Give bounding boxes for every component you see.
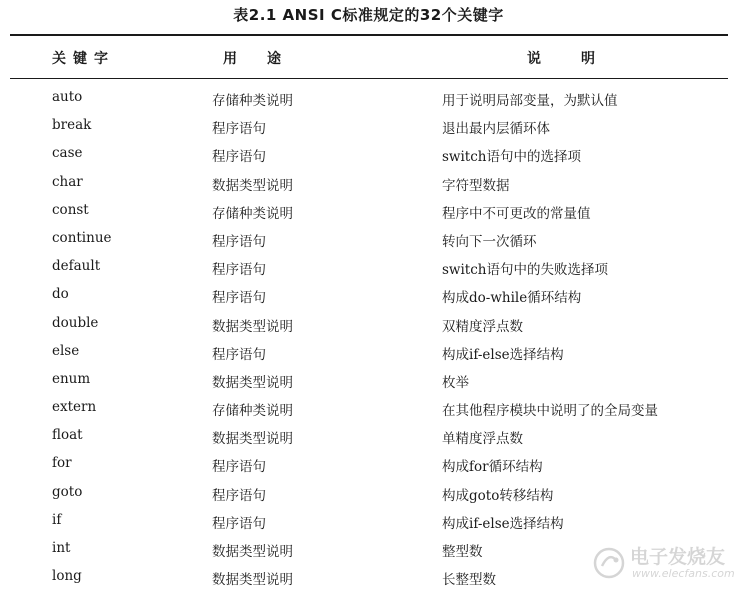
cell-keyword: extern bbox=[52, 399, 97, 416]
cell-keyword: continue bbox=[52, 229, 112, 246]
cell-keyword: default bbox=[52, 258, 101, 275]
cell-description: switch语句中的失败选择项 bbox=[442, 262, 608, 279]
cell-description: 构成do-while循环结构 bbox=[442, 290, 582, 307]
cell-usage: 数据类型说明 bbox=[212, 177, 293, 194]
header-description: 说明 bbox=[527, 51, 635, 67]
cell-usage: 程序语句 bbox=[212, 346, 266, 363]
cell-usage: 数据类型说明 bbox=[212, 431, 293, 448]
top-rule bbox=[10, 34, 728, 36]
table-row bbox=[0, 394, 737, 422]
table-title: 表2.1 ANSI C标准规定的32个关键字 bbox=[233, 6, 504, 24]
cell-usage: 数据类型说明 bbox=[212, 572, 293, 589]
cell-keyword: break bbox=[52, 117, 92, 134]
table-row bbox=[0, 310, 737, 338]
cell-usage: 数据类型说明 bbox=[212, 374, 293, 391]
cell-description: 单精度浮点数 bbox=[442, 431, 523, 448]
cell-description: 构成goto转移结构 bbox=[442, 487, 554, 504]
cell-description: 构成if-else选择结构 bbox=[442, 515, 564, 532]
table-row bbox=[0, 169, 737, 197]
cell-keyword: if bbox=[52, 511, 62, 528]
cell-keyword: auto bbox=[52, 89, 83, 105]
table-row bbox=[0, 450, 737, 478]
table-row bbox=[0, 507, 737, 535]
cell-description: 程序中不可更改的常量值 bbox=[442, 205, 591, 222]
cell-description: 转向下一次循环 bbox=[442, 233, 537, 250]
cell-keyword: double bbox=[52, 314, 99, 331]
watermark-text-cn: 电子发烧友 bbox=[630, 546, 726, 568]
table-row bbox=[0, 281, 737, 309]
cell-description: 枚举 bbox=[442, 374, 469, 391]
cell-description: 构成for循环结构 bbox=[442, 459, 543, 476]
cell-keyword: enum bbox=[52, 370, 91, 387]
table-row bbox=[0, 112, 737, 140]
table-row bbox=[0, 84, 737, 112]
header-usage: 用途 bbox=[223, 51, 311, 67]
cell-keyword: const bbox=[52, 201, 89, 218]
cell-usage: 存储种类说明 bbox=[212, 93, 293, 109]
cell-usage: 存储种类说明 bbox=[212, 205, 293, 222]
table-row bbox=[0, 140, 737, 168]
cell-description: 退出最内层循环体 bbox=[442, 121, 550, 138]
cell-keyword: do bbox=[52, 286, 69, 303]
cell-usage: 程序语句 bbox=[212, 515, 266, 532]
table-row bbox=[0, 253, 737, 281]
cell-usage: 程序语句 bbox=[212, 121, 266, 138]
table-row bbox=[0, 366, 737, 394]
cell-description: switch语句中的选择项 bbox=[442, 149, 581, 166]
header-rule bbox=[10, 78, 728, 79]
header-keyword: 关键字 bbox=[52, 51, 115, 67]
cell-usage: 存储种类说明 bbox=[212, 403, 293, 420]
table-row bbox=[0, 225, 737, 253]
cell-keyword: goto bbox=[52, 483, 83, 500]
watermark-text-en: www.elecfans.com bbox=[632, 567, 735, 580]
cell-description: 在其他程序模块中说明了的全局变量 bbox=[442, 403, 658, 420]
table-row bbox=[0, 338, 737, 366]
cell-usage: 数据类型说明 bbox=[212, 544, 293, 560]
cell-description: 整型数 bbox=[442, 544, 483, 560]
cell-keyword: for bbox=[52, 455, 72, 472]
watermark bbox=[592, 540, 735, 585]
cell-keyword: char bbox=[52, 173, 83, 190]
cell-keyword: case bbox=[52, 145, 83, 162]
elecfans-logo-icon bbox=[592, 546, 626, 580]
cell-description: 长整型数 bbox=[442, 572, 496, 589]
cell-usage: 程序语句 bbox=[212, 487, 266, 504]
cell-description: 字符型数据 bbox=[442, 177, 510, 194]
table-row bbox=[0, 197, 737, 225]
cell-usage: 程序语句 bbox=[212, 233, 266, 250]
cell-keyword: float bbox=[52, 427, 83, 444]
cell-usage: 数据类型说明 bbox=[212, 318, 293, 335]
cell-usage: 程序语句 bbox=[212, 262, 266, 279]
cell-keyword: int bbox=[52, 540, 71, 556]
table-row bbox=[0, 422, 737, 450]
header-row bbox=[0, 45, 737, 69]
table-body bbox=[0, 84, 737, 591]
table-row bbox=[0, 479, 737, 507]
cell-keyword: else bbox=[52, 342, 80, 359]
cell-usage: 程序语句 bbox=[212, 149, 266, 166]
cell-description: 用于说明局部变量，为默认值 bbox=[442, 93, 618, 109]
cell-description: 双精度浮点数 bbox=[442, 318, 523, 335]
cell-keyword: long bbox=[52, 568, 82, 585]
cell-usage: 程序语句 bbox=[212, 459, 266, 476]
cell-description: 构成if-else选择结构 bbox=[442, 346, 564, 363]
cell-usage: 程序语句 bbox=[212, 290, 266, 307]
